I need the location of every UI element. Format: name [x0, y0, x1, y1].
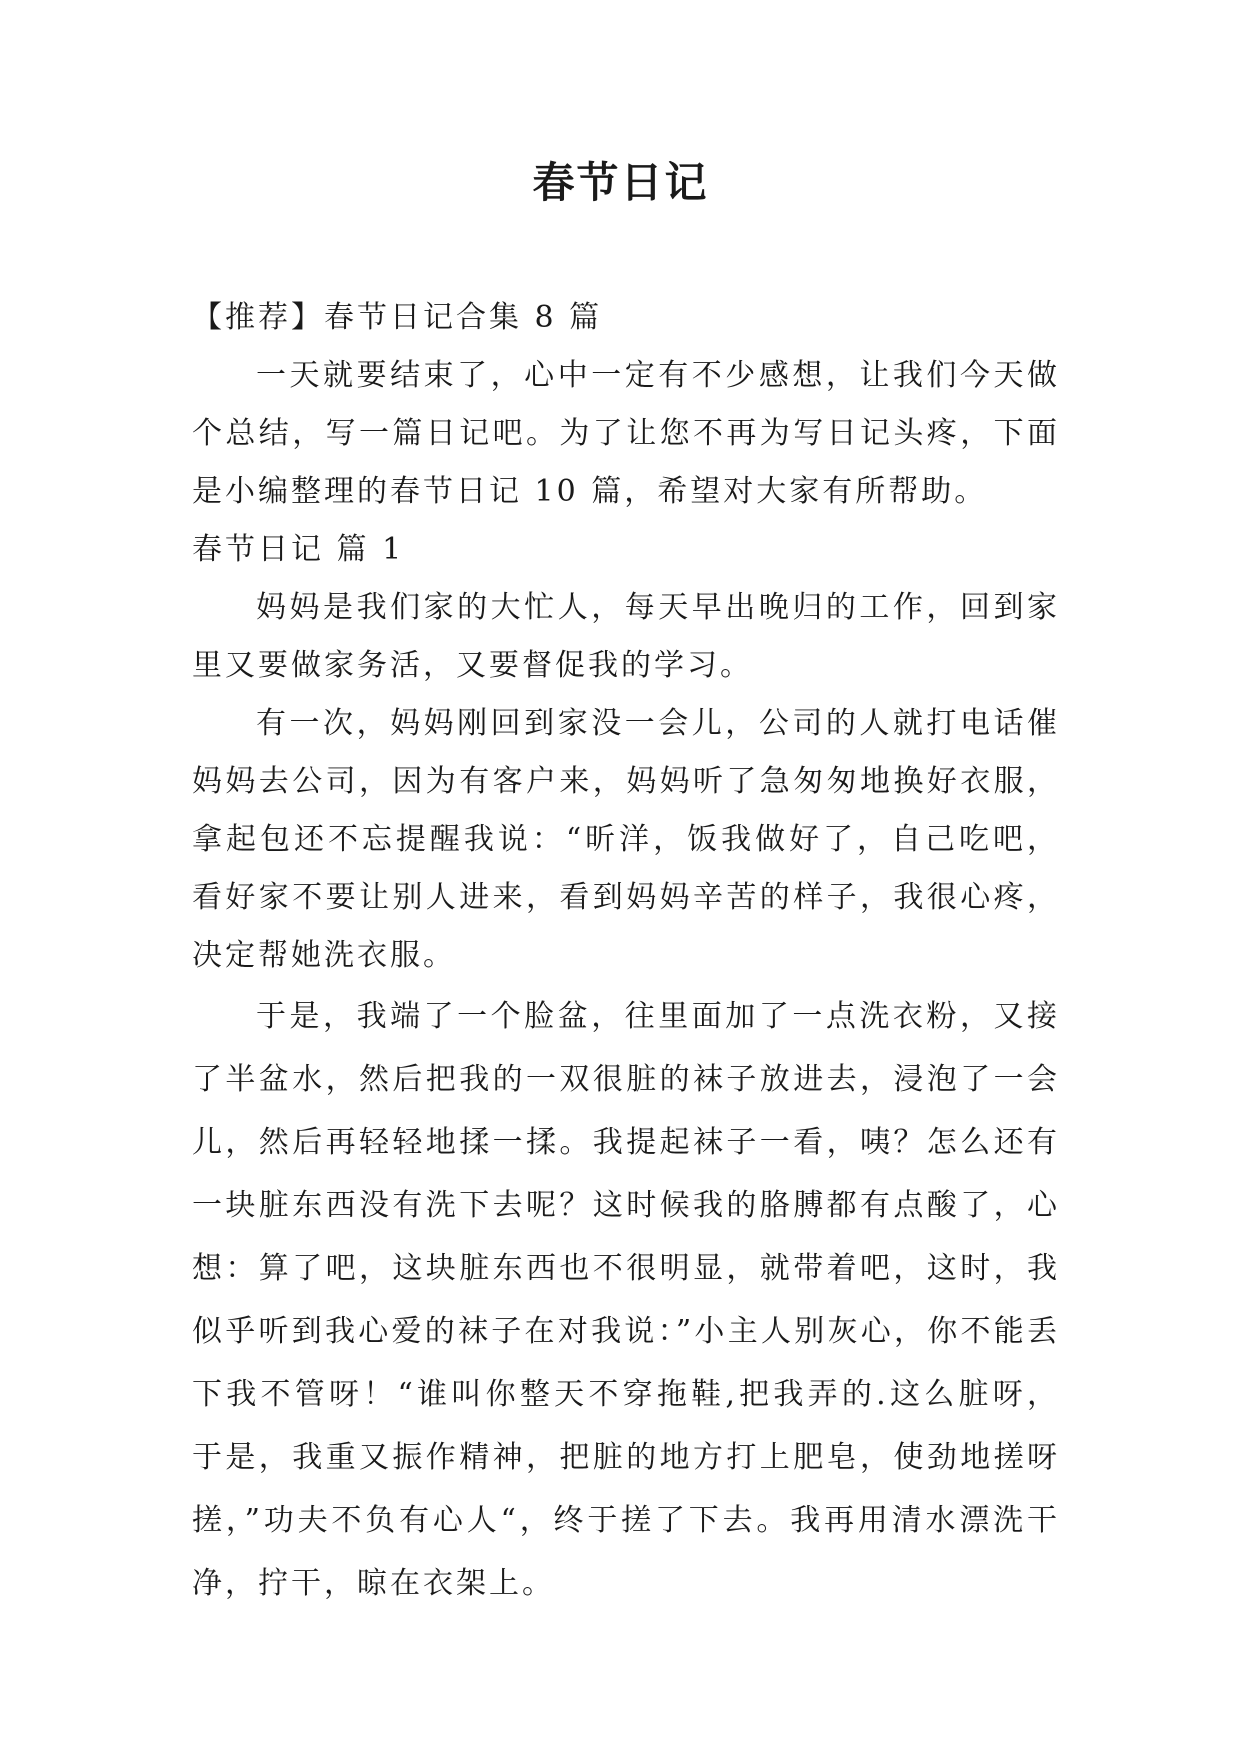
- body-paragraph: 于是，我端了一个脸盆，往里面加了一点洗衣粉，又接了半盆水，然后把我的一双很脏的袜子放进去，浸泡了一会儿，然后再轻轻地揉一揉。我提起袜子一看，咦？怎么还有一块脏东西没有洗下去呢？这时候我的胳膊都有点酸了，心想：算了吧，这块脏东西也不很明显，就带着吧，这时，我似乎听到我心爱的袜子在对我说：”小主人别灰心，你不能丢下我不管呀！“谁叫你整天不穿拖鞋,把我弄的.这么脏呀，于是，我重又振作精神，把脏的地方打上肥皂，使劲地搓呀搓，”功夫不负有心人“，终于搓了下去。我再用清水漂洗干净，拧干，晾在衣架上。: [192, 999, 1060, 1601]
- document-title: 春节日记: [532, 158, 709, 207]
- document-body: [192, 289, 1060, 1615]
- body-paragraph: 有一次，妈妈刚回到家没一会儿，公司的人就打电话催妈妈去公司，因为有客户来，妈妈听了急匆匆地换好衣服，拿起包还不忘提醒我说：“昕洋，饭我做好了，自己吃吧，看好家不要让别人进来，看到妈妈辛苦的样子，我很心疼，决定帮她洗衣服。: [192, 706, 1060, 973]
- body-paragraph: 妈妈是我们家的大忙人，每天早出晚归的工作，回到家里又要做家务活，又要督促我的学习。: [192, 590, 1060, 683]
- section-heading: 春节日记 篇 1: [192, 532, 405, 567]
- intro-paragraph: 一天就要结束了，心中一定有不少感想，让我们今天做个总结，写一篇日记吧。为了让您不再为写日记头疼，下面是小编整理的春节日记 10 篇，希望对大家有所帮助。: [192, 358, 1060, 509]
- recommend-line: 【推荐】春节日记合集 8 篇: [192, 300, 603, 335]
